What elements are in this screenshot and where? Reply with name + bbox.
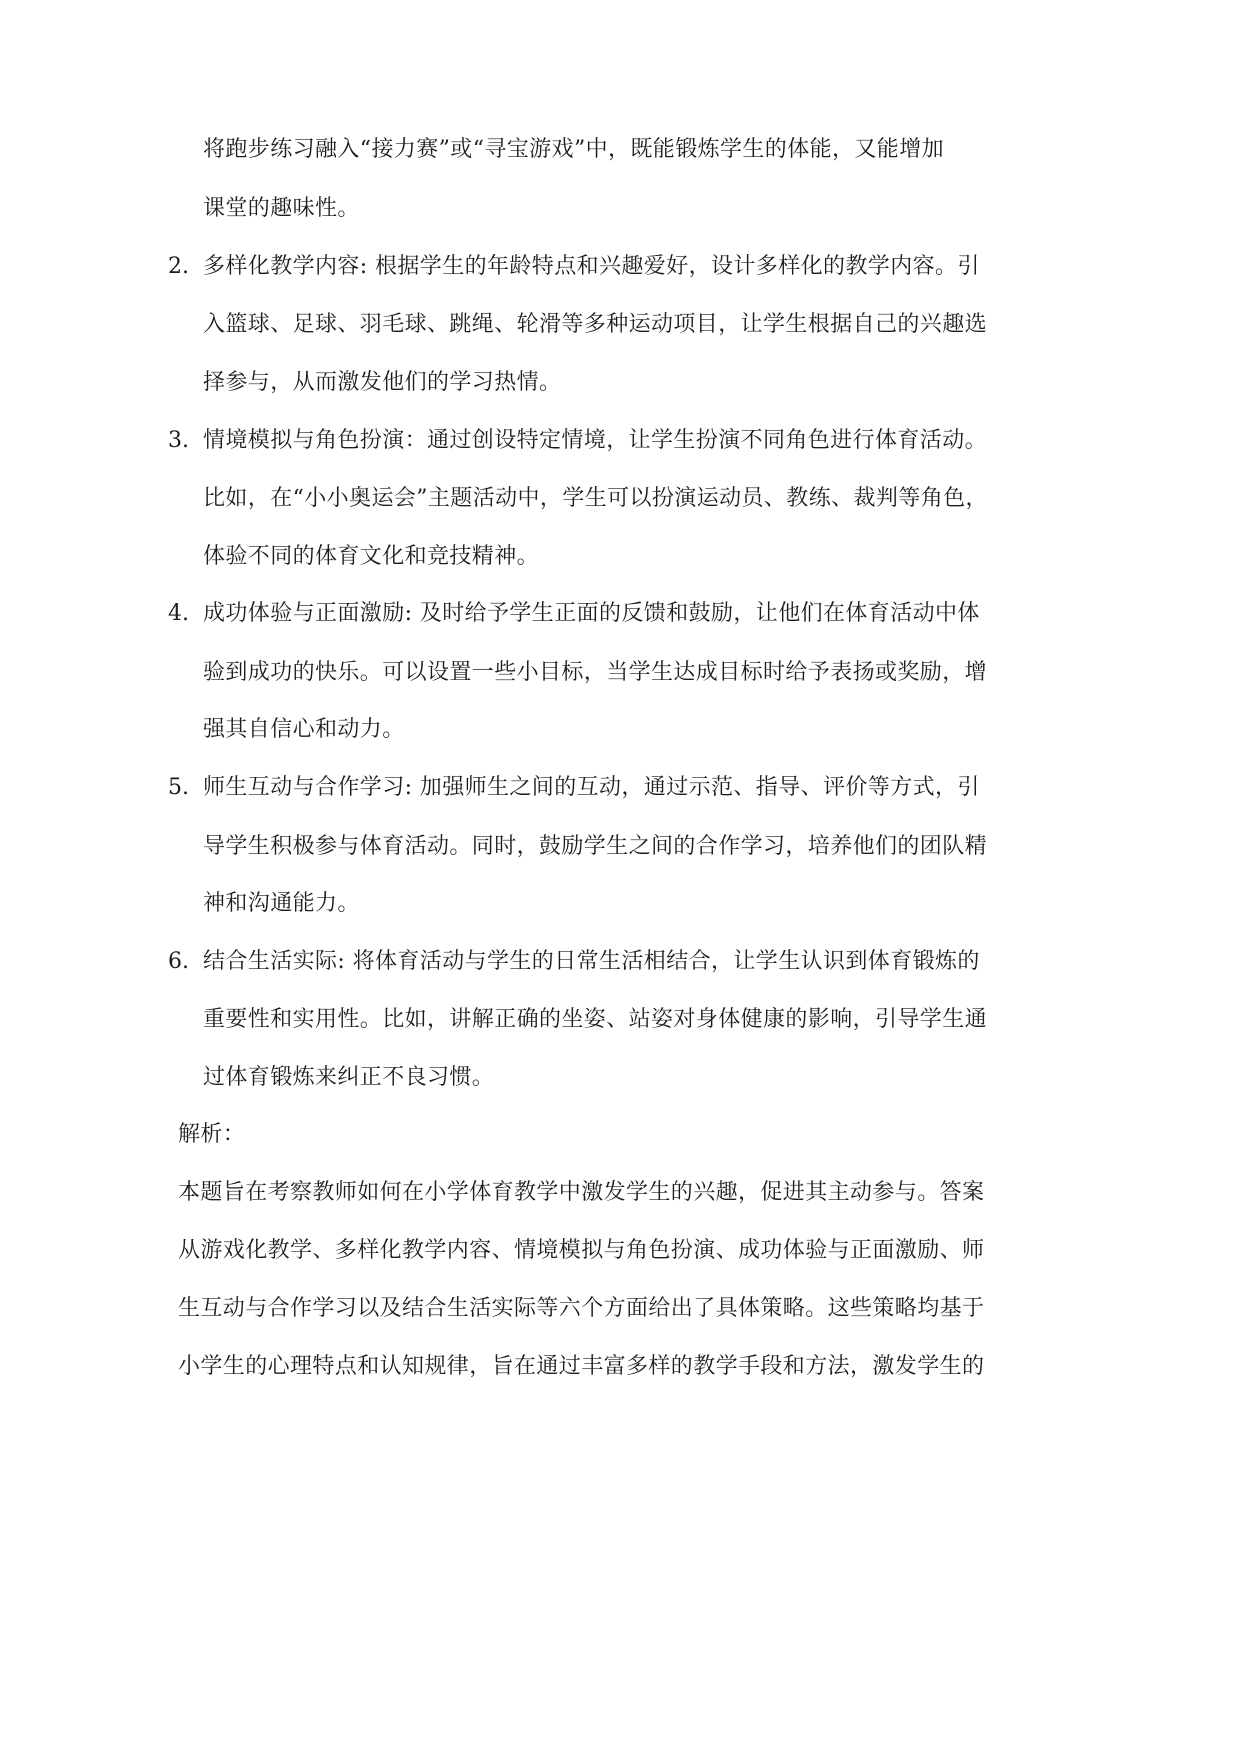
item-1-continuation-line: 课堂的趣味性。	[203, 196, 360, 221]
list-number: 6.	[168, 949, 189, 974]
list-item-line: 重要性和实用性。比如，讲解正确的坐姿、站姿对身体健康的影响，引导学生通	[203, 1007, 988, 1032]
list-item-line: 多样化教学内容: 根据学生的年龄特点和兴趣爱好，设计多样化的教学内容。引	[203, 254, 980, 279]
list-item-line: 强其自信心和动力。	[203, 717, 405, 742]
list-item-line: 择参与，从而激发他们的学习热情。	[203, 370, 562, 395]
analysis-line: 小学生的心理特点和认知规律，旨在通过丰富多样的教学手段和方法，激发学生的	[178, 1354, 985, 1379]
list-item-line: 体验不同的体育文化和竞技精神。	[203, 544, 540, 569]
item-1-continuation-line: 将跑步练习融入“接力赛”或“寻宝游戏”中，既能锻炼学生的体能，又能增加	[203, 137, 944, 162]
list-item-line: 验到成功的快乐。可以设置一些小目标，当学生达成目标时给予表扬或奖励，增	[203, 660, 988, 685]
analysis-line: 本题旨在考察教师如何在小学体育教学中激发学生的兴趣，促进其主动参与。答案	[178, 1180, 985, 1205]
list-item-line: 导学生积极参与体育活动。同时，鼓励学生之间的合作学习，培养他们的团队精	[203, 834, 988, 859]
list-item-line: 过体育锻炼来纠正不良习惯。	[203, 1065, 495, 1090]
list-item-line: 师生互动与合作学习: 加强师生之间的互动，通过示范、指导、评价等方式，引	[203, 775, 980, 800]
list-item-line: 比如，在“小小奥运会”主题活动中，学生可以扮演运动员、教练、裁判等角色，	[203, 486, 988, 511]
list-number: 5.	[168, 775, 189, 800]
list-item-line: 神和沟通能力。	[203, 891, 360, 916]
list-number: 2.	[168, 254, 189, 279]
list-item-line: 入篮球、足球、羽毛球、跳绳、轮滑等多种运动项目，让学生根据自己的兴趣选	[203, 312, 988, 337]
analysis-heading: 解析：	[178, 1122, 246, 1147]
analysis-line: 生互动与合作学习以及结合生活实际等六个方面给出了具体策略。这些策略均基于	[178, 1296, 985, 1321]
list-item-line: 情境模拟与角色扮演：通过创设特定情境，让学生扮演不同角色进行体育活动。	[203, 428, 988, 453]
list-number: 4.	[168, 601, 189, 626]
list-item-line: 结合生活实际: 将体育活动与学生的日常生活相结合，让学生认识到体育锻炼的	[203, 949, 980, 974]
list-item-line: 成功体验与正面激励: 及时给予学生正面的反馈和鼓励，让他们在体育活动中体	[203, 601, 980, 626]
analysis-line: 从游戏化教学、多样化教学内容、情境模拟与角色扮演、成功体验与正面激励、师	[178, 1238, 985, 1263]
list-number: 3.	[168, 428, 189, 453]
